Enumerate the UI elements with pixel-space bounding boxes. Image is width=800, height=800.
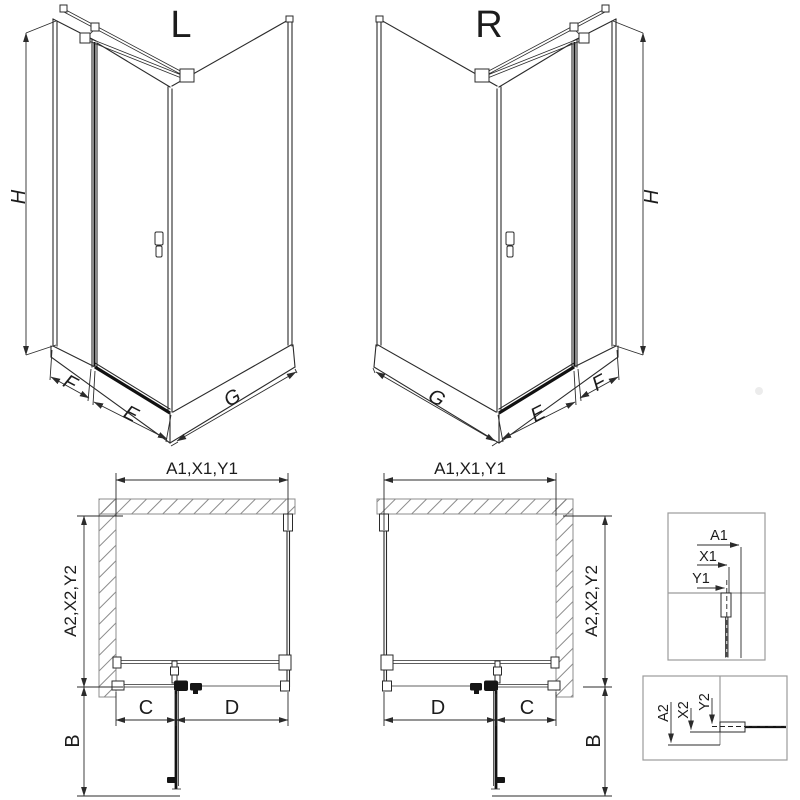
bar-connector-knob	[494, 667, 502, 675]
door-handle-lower	[156, 246, 162, 257]
door-open-handle	[495, 777, 505, 783]
view-title-right: R	[475, 4, 503, 46]
detail-label-y1: Y1	[692, 571, 710, 587]
hinge-tab	[193, 690, 198, 694]
dim-label-fixed-width-right: C	[519, 697, 535, 719]
wall-profile-front	[548, 681, 560, 690]
door-handle-icon	[506, 232, 514, 245]
dim-label-fixed-width-left: C	[138, 697, 154, 719]
dim-label-door-width-left: D	[224, 697, 240, 719]
dim-label-fixed-left: F	[59, 370, 81, 396]
panel-bracket-fitting	[80, 33, 90, 43]
bar-glass-fitting	[381, 655, 393, 670]
bar-tee-fitting	[570, 23, 578, 31]
bar-wall-fitting	[113, 657, 121, 668]
bar-glass-fitting	[279, 655, 291, 670]
door-handle-icon	[155, 232, 163, 245]
back-wall-hatched	[377, 499, 573, 514]
door-hinge	[174, 681, 188, 692]
print-artifact-dot	[755, 387, 763, 395]
wall-profile-front	[112, 681, 124, 690]
back-wall-hatched	[99, 499, 295, 514]
hinge-bracket	[470, 683, 482, 691]
dim-label-height-right: H	[641, 189, 663, 205]
dim-label-side-right: G	[424, 384, 449, 412]
dim-label-door-left: E	[119, 401, 142, 428]
detail-label-y2: Y2	[697, 693, 713, 711]
side-panel-top-cap	[376, 16, 383, 22]
detail-label-a1: A1	[710, 528, 728, 544]
dim-label-fixed-right: F	[588, 370, 610, 396]
corner-bar-fitting	[180, 69, 194, 82]
wall-mount-fitting	[602, 5, 609, 12]
adjustable-wall-profile	[720, 722, 745, 732]
bar-connector-knob	[171, 667, 179, 675]
panel-bracket-fitting	[579, 33, 589, 43]
bar-tee-fitting	[91, 23, 99, 31]
corner-bar-fitting	[475, 69, 489, 82]
bar-wall-fitting	[551, 657, 559, 668]
dim-label-width-left: A1,X1,Y1	[166, 459, 238, 478]
detail-label-a2: A2	[656, 704, 672, 722]
magnet-profile	[281, 681, 290, 691]
detail-label-x2: X2	[676, 701, 692, 719]
door-open-handle	[167, 777, 177, 783]
dim-label-depth-left: A2,X2,Y2	[61, 565, 80, 637]
dim-label-door-right: E	[527, 401, 550, 428]
dim-label-height-left: H	[8, 189, 30, 205]
adjustable-wall-profile	[721, 593, 731, 617]
dim-label-swing-left: B	[62, 734, 84, 748]
dim-label-depth-right: A2,X2,Y2	[582, 565, 601, 637]
dim-label-door-width-right: D	[430, 697, 446, 719]
dim-label-side-left: G	[220, 384, 245, 412]
dim-label-swing-right: B	[583, 734, 605, 748]
magnet-profile	[383, 681, 392, 691]
detail-label-x1: X1	[699, 549, 717, 565]
door-handle-lower	[507, 246, 513, 257]
hinge-tab	[474, 690, 479, 694]
door-hinge	[484, 681, 498, 692]
dim-label-width-right: A1,X1,Y1	[434, 459, 506, 478]
wall-mount-fitting	[60, 5, 67, 12]
view-title-left: L	[170, 4, 192, 46]
side-panel-top-cap	[286, 16, 293, 22]
hinge-bracket	[190, 683, 202, 691]
